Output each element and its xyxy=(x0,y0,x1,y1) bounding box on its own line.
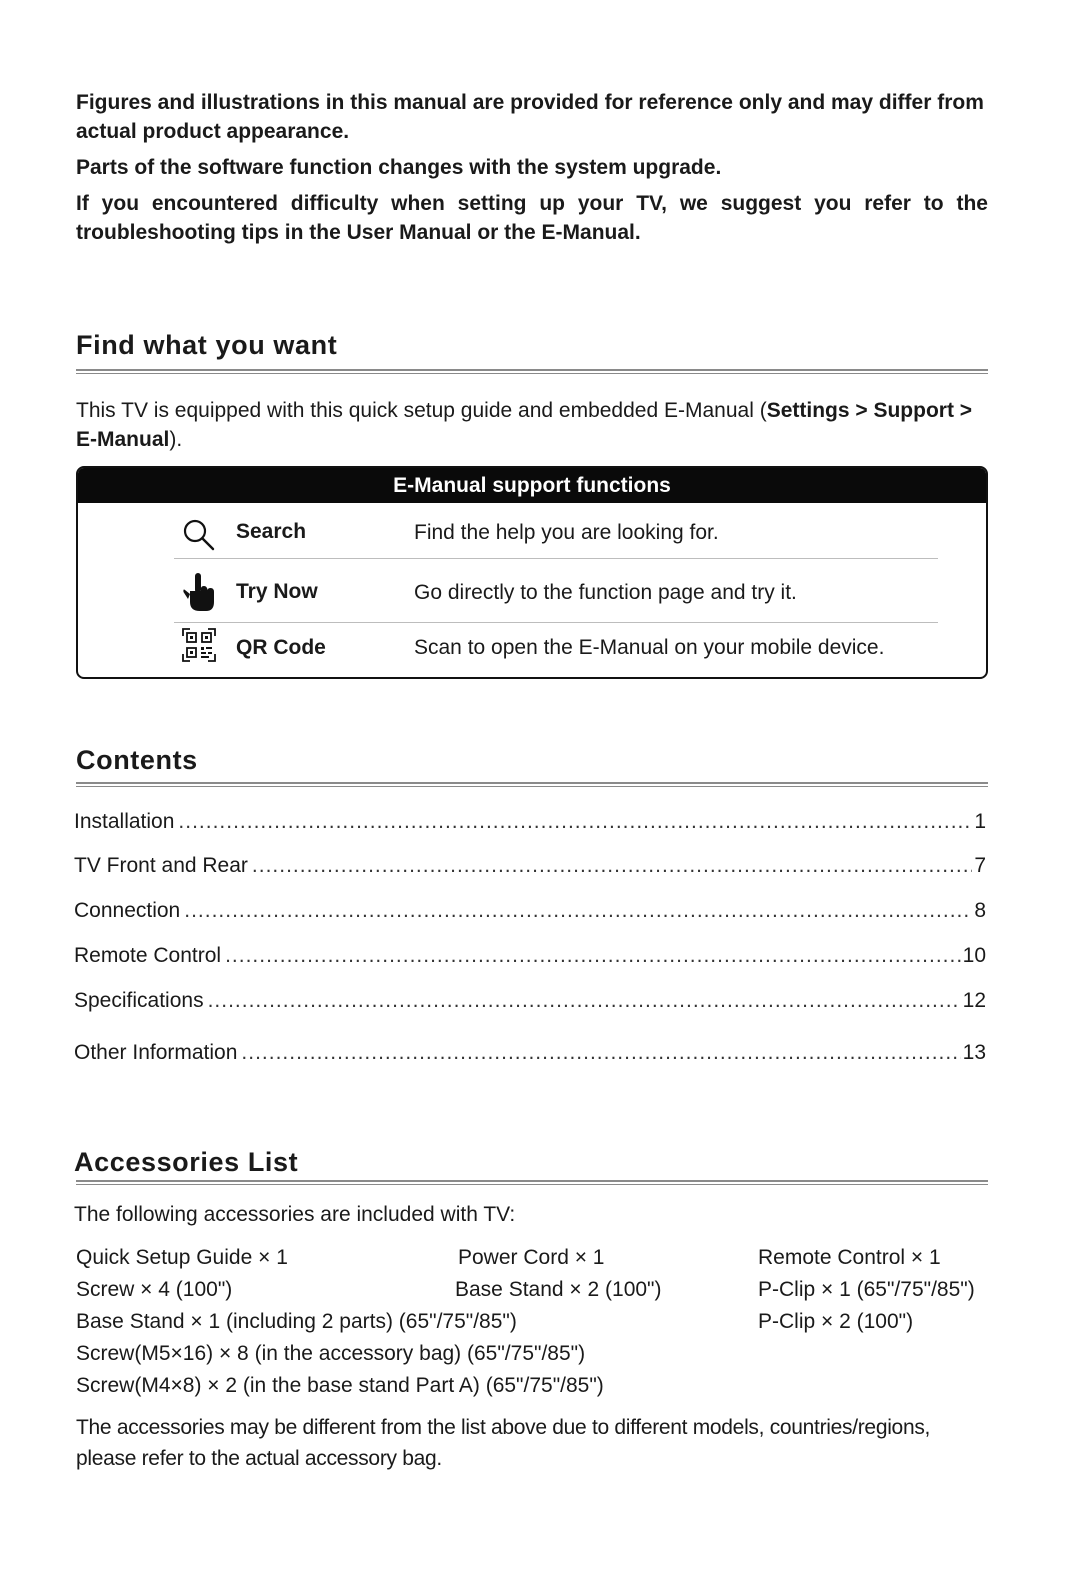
toc-entry-other-information[interactable] xyxy=(74,1038,986,1068)
accessory-item: Remote Control × 1 xyxy=(758,1246,941,1269)
accessory-item: Power Cord × 1 xyxy=(458,1246,605,1269)
emanual-row-search xyxy=(174,504,938,564)
toc-page-number: 7 xyxy=(974,854,986,877)
toc-page-number: 10 xyxy=(962,944,986,967)
emanual-table-header: E-Manual support functions xyxy=(78,468,986,503)
toc-entry-label: Connection xyxy=(74,899,181,922)
toc-dot-leader xyxy=(178,807,972,837)
toc-entry-specifications[interactable] xyxy=(74,986,986,1016)
accessory-item: Quick Setup Guide × 1 xyxy=(76,1246,288,1269)
intro-disclaimer: Figures and illustrations in this manual are provided for reference only and may differ from actual product appearance. xyxy=(76,91,984,143)
toc-entry-label: Specifications xyxy=(74,989,204,1012)
toc-dot-leader xyxy=(208,986,961,1016)
toc-page-number: 1 xyxy=(974,810,986,833)
find-settings-path: Settings > Support > E-Manual xyxy=(76,399,973,451)
toc-page-number: 12 xyxy=(962,989,986,1012)
toc-dot-leader xyxy=(184,896,972,926)
accessory-item: Base Stand × 2 (100") xyxy=(455,1278,662,1301)
contents-section-title: Contents xyxy=(76,745,198,775)
toc-entry-installation[interactable] xyxy=(74,807,986,837)
emanual-function-desc: Find the help you are looking for. xyxy=(414,521,719,544)
emanual-row-divider xyxy=(174,558,938,559)
accessories-section-rule xyxy=(76,1180,988,1185)
emanual-function-name: Try Now xyxy=(236,580,318,603)
accessories-section-title: Accessories List xyxy=(74,1147,299,1177)
toc-entry-label: Installation xyxy=(74,810,175,833)
toc-entry-label: Other Information xyxy=(74,1041,238,1064)
toc-entry-tv-front-and-rear[interactable] xyxy=(74,851,986,881)
toc-entry-label: Remote Control xyxy=(74,944,222,967)
toc-dot-leader xyxy=(225,941,961,971)
emanual-row-try-now xyxy=(174,564,938,624)
toc-page-number: 13 xyxy=(962,1041,986,1064)
emanual-function-desc: Scan to open the E-Manual on your mobile device. xyxy=(414,636,885,659)
accessory-item: Base Stand × 1 (including 2 parts) (65"/75"/85") xyxy=(76,1310,517,1333)
toc-dot-leader xyxy=(252,851,972,881)
accessory-item: P-Clip × 1 (65"/75"/85") xyxy=(758,1278,975,1301)
toc-entry-connection[interactable] xyxy=(74,896,986,926)
emanual-function-desc: Go directly to the function page and try it. xyxy=(414,581,797,604)
toc-entry-remote-control[interactable] xyxy=(74,941,986,971)
magnifier-icon xyxy=(182,518,216,552)
accessory-item: Screw(M4×8) × 2 (in the base stand Part A) (65"/75"/85") xyxy=(76,1374,604,1397)
contents-section-rule xyxy=(76,782,988,787)
intro-software-note: Parts of the software function changes with the system upgrade. xyxy=(76,156,722,179)
emanual-function-name: Search xyxy=(236,520,307,543)
accessories-intro: The following accessories are included with TV: xyxy=(74,1203,516,1226)
find-description xyxy=(76,396,988,454)
accessory-item: Screw(M5×16) × 8 (in the accessory bag) (65"/75"/85") xyxy=(76,1342,586,1365)
toc-page-number: 8 xyxy=(974,899,986,922)
intro-troubleshooting-note: If you encountered difficulty when setting up your TV, we suggest you refer to the troubleshooting tips in the User Manual or the E-Manual. xyxy=(76,192,988,244)
qr-code-icon xyxy=(182,628,216,662)
find-text-after: ). xyxy=(169,428,183,451)
toc-entry-label: TV Front and Rear xyxy=(74,854,248,877)
accessories-note: The accessories may be different from the list above due to different models, countries/regions, please refer to the actual accessory bag. xyxy=(76,1416,931,1470)
accessory-item: Screw × 4 (100") xyxy=(76,1278,233,1301)
accessory-item: P-Clip × 2 (100") xyxy=(758,1310,914,1333)
find-text-before: This TV is equipped with this quick setup guide and embedded E-Manual ( xyxy=(76,399,767,422)
toc-dot-leader xyxy=(241,1038,960,1068)
find-section-rule xyxy=(76,369,988,374)
emanual-functions-table xyxy=(76,466,988,679)
emanual-row-qr-code xyxy=(174,618,938,678)
pointing-hand-icon xyxy=(182,572,216,612)
find-section-title: Find what you want xyxy=(76,330,338,360)
emanual-function-name: QR Code xyxy=(236,636,326,659)
